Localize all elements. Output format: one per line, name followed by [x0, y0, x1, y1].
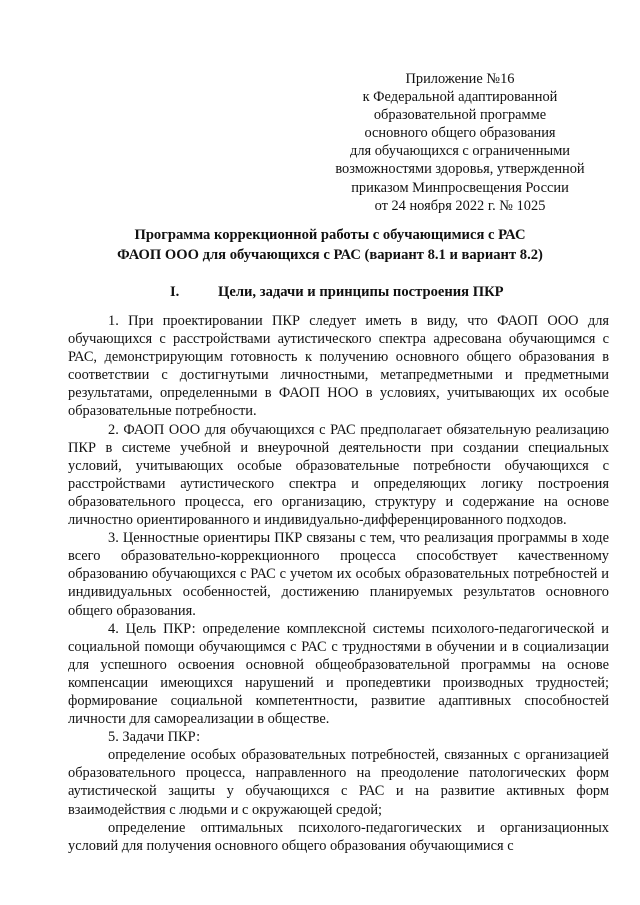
- document-title: [60, 225, 600, 265]
- task-item-2: определение оптимальных психолого-педагогических и организационных условий для получения основного общего образования обучающимися с: [68, 819, 609, 854]
- appendix-line: приказом Минпросвещения России: [351, 179, 569, 196]
- appendix-line: для обучающихся с ограниченными: [350, 143, 570, 160]
- appendix-line: основного общего образования: [364, 125, 556, 142]
- paragraph-2: 2. ФАОП ООО для обучающихся с РАС предполагает обязательную реализацию ПКР в системе учебной и внеурочной деятельности при создании специальных условий, учитывающих особые образовательные потребности обучающихся с расстройствами аутистического спектра и определяющих логику построения образовательного процесса, его организацию, структуру и содержание на основе личностно ориентированного и индивидуально-дифференцированного подходов.: [68, 421, 609, 529]
- title-line-1: Программа коррекционной работы с обучающимися с РАС: [134, 227, 526, 243]
- task-item-1: определение особых образовательных потребностей, связанных с организацией образовательного процесса, направленного на преодоление патологических форм аутистической защиты у обучающихся с РАС и на развитие активных форм взаимодействия с людьми и с окружающей средой;: [68, 747, 609, 818]
- paragraph-5-tasks-title: 5. Задачи ПКР:: [108, 729, 201, 746]
- appendix-line: к Федеральной адаптированной: [362, 89, 558, 106]
- section-title: Цели, задачи и принципы построения ПКР: [218, 284, 504, 300]
- paragraph-4: 4. Цель ПКР: определение комплексной системы психолого-педагогической и социальной помощи обучающимся с РАС с трудностями в обучении и в социализации для успешного освоения основной общеобразовательной программы на основе компенсации имеющихся нарушений и пропедевтики производных трудностей; формирование социальной компетентности, развитие адаптивных способностей личности для самореализации в обществе.: [68, 620, 609, 728]
- appendix-line: образовательной программе: [373, 107, 547, 124]
- document-body: [68, 312, 609, 855]
- appendix-line: возможностями здоровья, утвержденной: [335, 161, 585, 178]
- paragraph-3: 3. Ценностные ориентиры ПКР связаны с тем, что реализация программы в ходе всего образовательно-коррекционного процесса способствует качественному образованию обучающихся с РАС с учетом их особых образовательных потребностей и индивидуальных особенностей, достижению планируемых результатов основного общего образования.: [68, 530, 609, 619]
- section-number: I.: [170, 284, 180, 300]
- title-line-2: ФАОП ООО для обучающихся с РАС (вариант 8.1 и вариант 8.2): [117, 247, 543, 263]
- appendix-header: [320, 70, 600, 215]
- appendix-line: Приложение №16: [405, 71, 515, 87]
- appendix-line: от 24 ноября 2022 г. № 1025: [374, 197, 546, 214]
- paragraph-1: 1. При проектировании ПКР следует иметь в виду, что ФАОП ООО для обучающихся с расстройствами аутистического спектра адресована обучающимся с РАС, демонстрирующим готовность к получению основного общего образования в соответствии с достигнутыми личностными, метапредметными и предметными результатами, определенными в ФАОП НОО в условиях, учитывающих их особые образовательные потребности.: [68, 313, 609, 420]
